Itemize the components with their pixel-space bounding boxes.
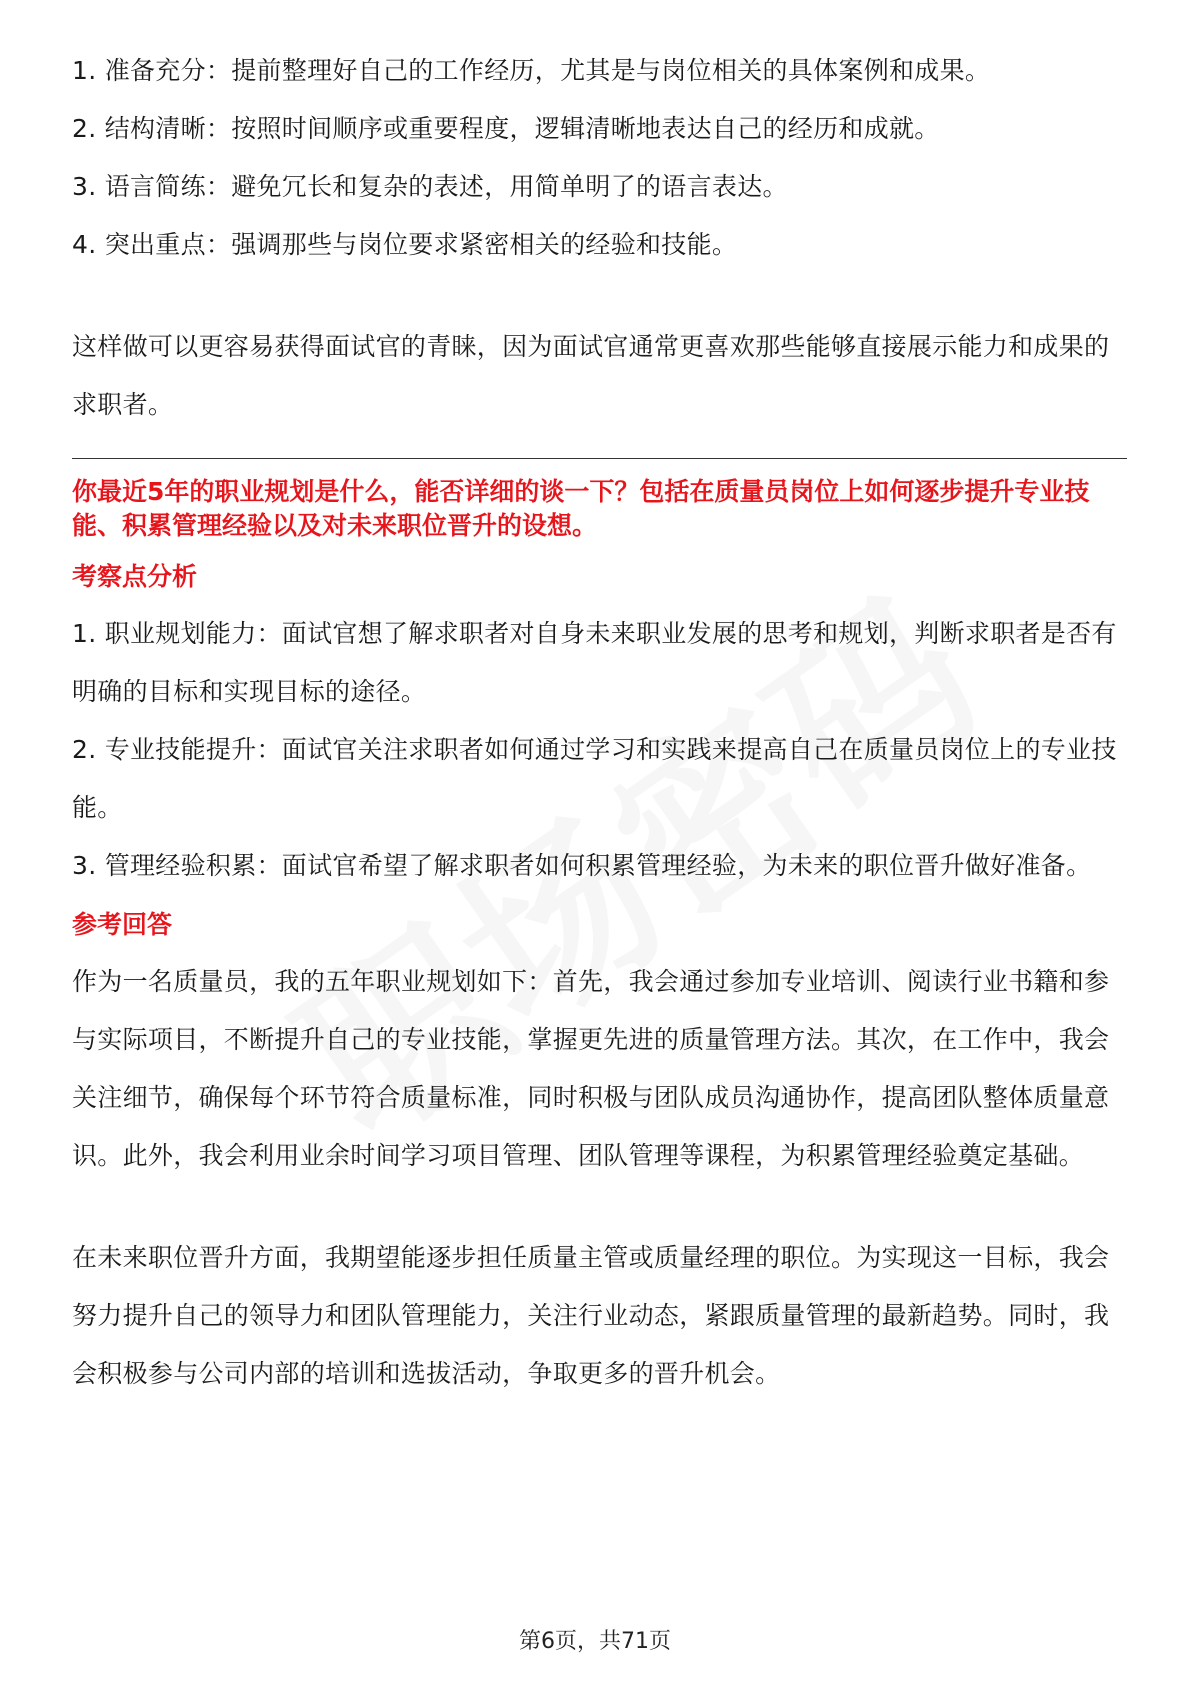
spacer bbox=[72, 1185, 1127, 1229]
list-item: 3. 语言简练：避免冗长和复杂的表述，用简单明了的语言表达。 bbox=[72, 172, 788, 201]
section-divider bbox=[72, 458, 1127, 459]
analysis-item: 3. 管理经验积累：面试官希望了解求职者如何积累管理经验，为未来的职位晋升做好准备。 bbox=[72, 851, 1092, 880]
analysis-title: 考察点分析 bbox=[72, 562, 198, 591]
analysis-item: 1. 职业规划能力：面试官想了解求职者对自身未来职业发展的思考和规划，判断求职者是否有明确的目标和实现目标的途径。 bbox=[72, 619, 1117, 706]
list-item: 2. 结构清晰：按照时间顺序或重要程度，逻辑清晰地表达自己的经历和成就。 bbox=[72, 114, 940, 143]
interview-question: 你最近5年的职业规划是什么，能否详细的谈一下？包括在质量员岗位上如何逐步提升专业技能、积累管理经验以及对未来职位晋升的设想。 bbox=[72, 477, 1090, 540]
answer-title: 参考回答 bbox=[72, 910, 173, 939]
answer-paragraph: 在未来职位晋升方面，我期望能逐步担任质量主管或质量经理的职位。为实现这一目标，我会努力提升自己的领导力和团队管理能力，关注行业动态，紧跟质量管理的最新趋势。同时，我会积极参与公司内部的培训和选拔活动，争取更多的晋升机会。 bbox=[72, 1243, 1110, 1388]
analysis-item: 2. 专业技能提升：面试官关注求职者如何通过学习和实践来提高自己在质量员岗位上的专业技能。 bbox=[72, 735, 1117, 822]
conclusion-paragraph: 这样做可以更容易获得面试官的青睐，因为面试官通常更喜欢那些能够直接展示能力和成果的求职者。 bbox=[72, 332, 1110, 419]
list-item: 1. 准备充分：提前整理好自己的工作经历，尤其是与岗位相关的具体案例和成果。 bbox=[72, 56, 991, 85]
document-page bbox=[72, 42, 1127, 1403]
spacer bbox=[72, 274, 1127, 318]
page-footer: 第6页，共71页 bbox=[519, 1629, 671, 1654]
list-item: 4. 突出重点：强调那些与岗位要求紧密相关的经验和技能。 bbox=[72, 230, 738, 259]
answer-paragraph: 作为一名质量员，我的五年职业规划如下：首先，我会通过参加专业培训、阅读行业书籍和参与实际项目，不断提升自己的专业技能，掌握更先进的质量管理方法。其次，在工作中，我会关注细节，确保每个环节符合质量标准，同时积极与团队成员沟通协作，提高团队整体质量意识。此外，我会利用业余时间学习项目管理、团队管理等课程，为积累管理经验奠定基础。 bbox=[72, 967, 1110, 1170]
